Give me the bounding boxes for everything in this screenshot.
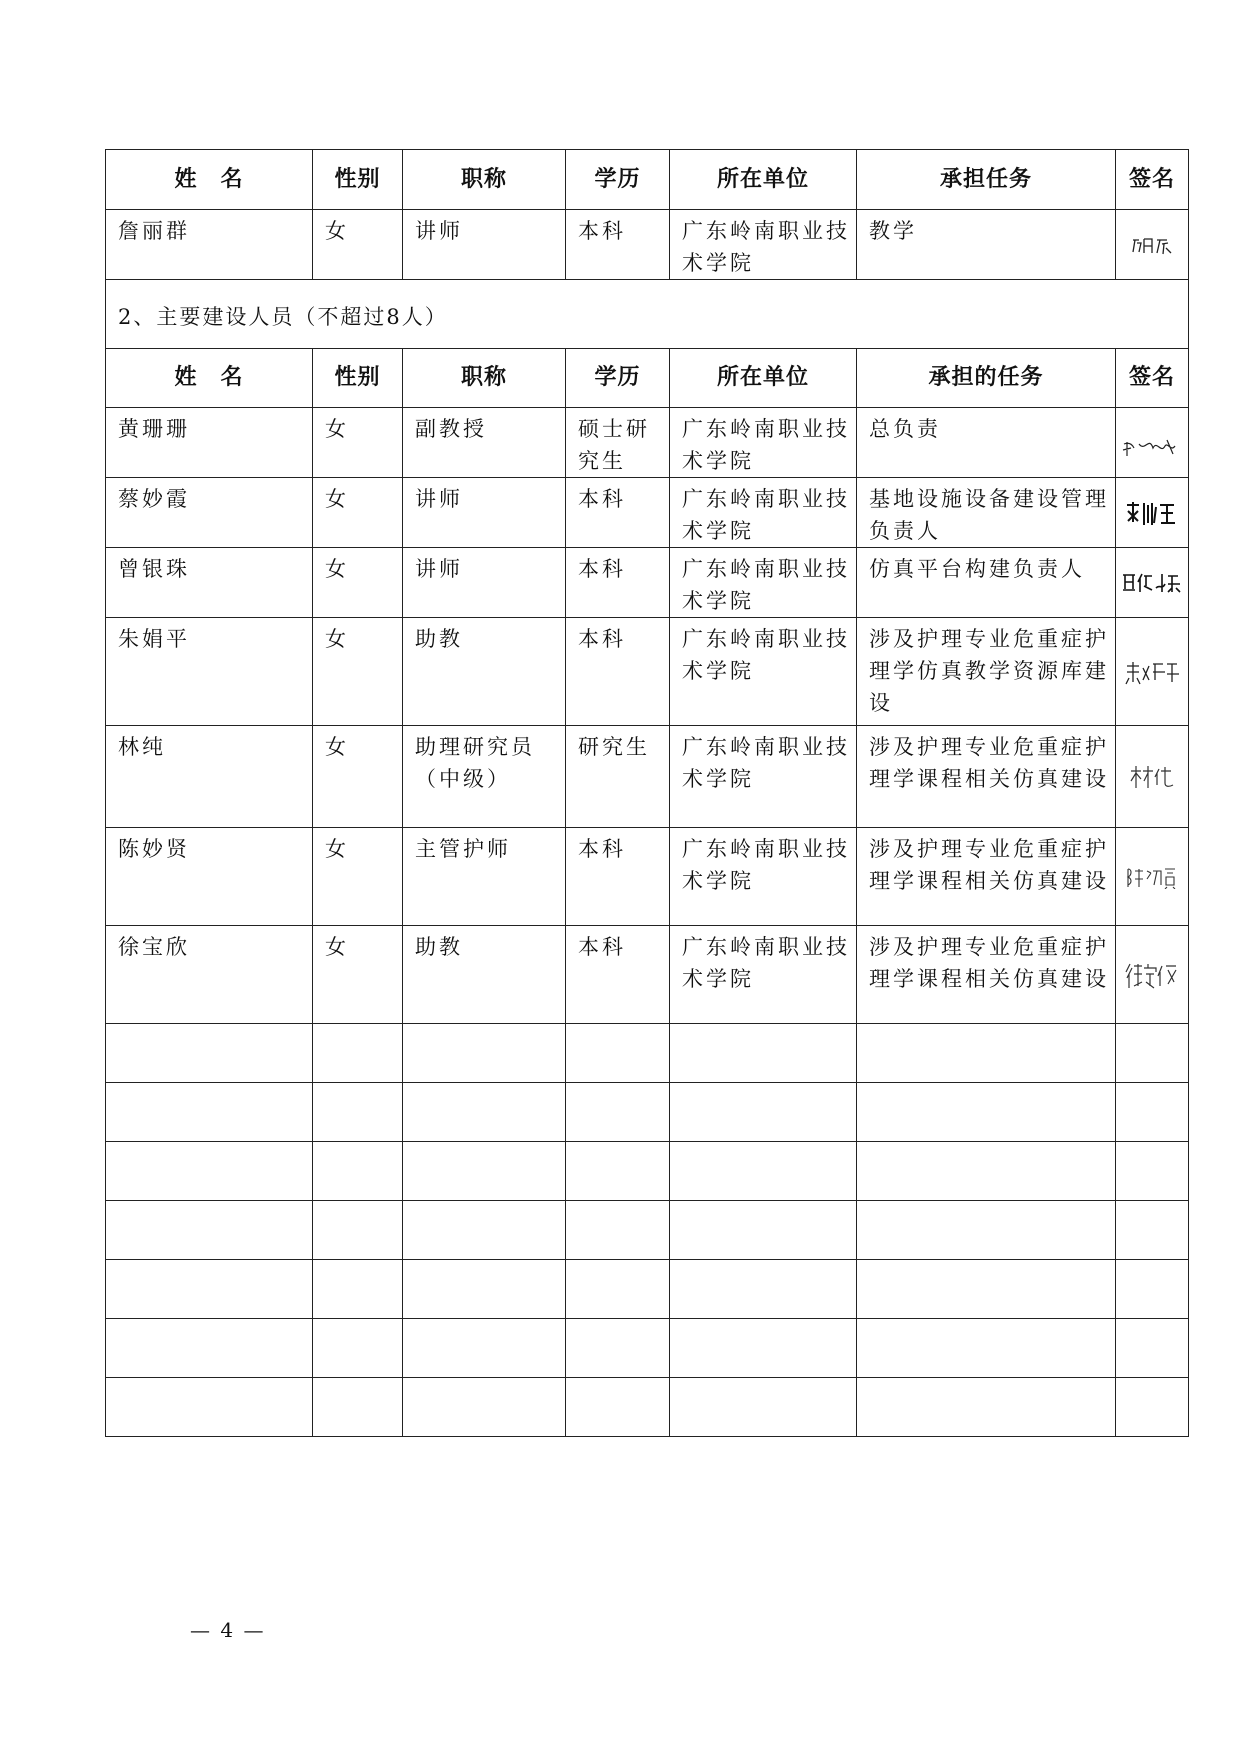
table1-header-row [106, 150, 1189, 210]
personnel-table [105, 149, 1189, 1437]
cell-name: 朱娟平 [106, 618, 313, 726]
handwritten-signature [1123, 658, 1181, 686]
header-gender: 性别 [313, 150, 403, 210]
cell-title: 讲师 [403, 210, 566, 280]
handwritten-signature [1124, 960, 1180, 990]
cell-education: 本科 [566, 618, 670, 726]
header-name: 姓 名 [106, 150, 313, 210]
header-name: 姓 名 [106, 349, 313, 408]
cell-gender: 女 [313, 618, 403, 726]
table-row [106, 726, 1189, 828]
cell-unit: 广东岭南职业技术学院 [670, 478, 857, 548]
signature-cell [1116, 726, 1189, 828]
signature-cell [1116, 548, 1189, 618]
signature-cell [1116, 210, 1189, 280]
cell-name: 詹丽群 [106, 210, 313, 280]
header-title: 职称 [403, 150, 566, 210]
cell-title: 助理研究员（中级） [403, 726, 566, 828]
header-education: 学历 [566, 150, 670, 210]
cell-gender: 女 [313, 926, 403, 1024]
cell-gender: 女 [313, 408, 403, 478]
cell-name: 黄珊珊 [106, 408, 313, 478]
handwritten-signature [1130, 234, 1174, 256]
empty-row [106, 1201, 1189, 1260]
cell-task: 涉及护理专业危重症护理学课程相关仿真建设 [857, 726, 1116, 828]
signature-cell [1116, 926, 1189, 1024]
signature-cell [1116, 618, 1189, 726]
empty-row [106, 1260, 1189, 1319]
cell-gender: 女 [313, 548, 403, 618]
cell-education: 本科 [566, 926, 670, 1024]
cell-education: 本科 [566, 478, 670, 548]
cell-title: 讲师 [403, 548, 566, 618]
cell-task: 涉及护理专业危重症护理学课程相关仿真建设 [857, 926, 1116, 1024]
table-row [106, 618, 1189, 726]
cell-task: 基地设施设备建设管理负责人 [857, 478, 1116, 548]
header-unit: 所在单位 [670, 349, 857, 408]
cell-title: 助教 [403, 926, 566, 1024]
signature-cell [1116, 408, 1189, 478]
handwritten-signature [1124, 499, 1180, 527]
header-task: 承担的任务 [857, 349, 1116, 408]
handwritten-signature [1125, 865, 1179, 889]
header-signature: 签名 [1116, 150, 1189, 210]
cell-title: 主管护师 [403, 828, 566, 926]
cell-title: 副教授 [403, 408, 566, 478]
cell-education: 硕士研究生 [566, 408, 670, 478]
header-title: 职称 [403, 349, 566, 408]
cell-task: 总负责 [857, 408, 1116, 478]
table-row [106, 210, 1189, 280]
handwritten-signature [1127, 763, 1177, 791]
cell-education: 研究生 [566, 726, 670, 828]
section-title-row [106, 280, 1189, 349]
cell-unit: 广东岭南职业技术学院 [670, 828, 857, 926]
header-unit: 所在单位 [670, 150, 857, 210]
header-education: 学历 [566, 349, 670, 408]
cell-unit: 广东岭南职业技术学院 [670, 726, 857, 828]
cell-task: 教学 [857, 210, 1116, 280]
table2-header-row [106, 349, 1189, 408]
table-row [106, 478, 1189, 548]
cell-task: 涉及护理专业危重症护理学仿真教学资源库建设 [857, 618, 1116, 726]
cell-gender: 女 [313, 828, 403, 926]
cell-unit: 广东岭南职业技术学院 [670, 548, 857, 618]
table-row [106, 548, 1189, 618]
page-number: — 4 — [190, 1618, 266, 1642]
cell-unit: 广东岭南职业技术学院 [670, 926, 857, 1024]
empty-row [106, 1142, 1189, 1201]
empty-row [106, 1024, 1189, 1083]
empty-row [106, 1378, 1189, 1437]
cell-name: 徐宝欣 [106, 926, 313, 1024]
cell-unit: 广东岭南职业技术学院 [670, 408, 857, 478]
header-task: 承担任务 [857, 150, 1116, 210]
header-gender: 性别 [313, 349, 403, 408]
table-row [106, 408, 1189, 478]
cell-title: 助教 [403, 618, 566, 726]
cell-title: 讲师 [403, 478, 566, 548]
cell-gender: 女 [313, 478, 403, 548]
cell-name: 曾银珠 [106, 548, 313, 618]
table-row [106, 828, 1189, 926]
cell-education: 本科 [566, 548, 670, 618]
handwritten-signature [1119, 428, 1185, 458]
cell-unit: 广东岭南职业技术学院 [670, 210, 857, 280]
signature-cell [1116, 828, 1189, 926]
cell-gender: 女 [313, 210, 403, 280]
signature-cell [1116, 478, 1189, 548]
empty-row [106, 1083, 1189, 1142]
cell-education: 本科 [566, 828, 670, 926]
cell-education: 本科 [566, 210, 670, 280]
cell-task: 仿真平台构建负责人 [857, 548, 1116, 618]
section-title: 2、主要建设人员（不超过8人） [106, 280, 1189, 349]
header-signature: 签名 [1116, 349, 1189, 408]
table-row [106, 926, 1189, 1024]
cell-name: 蔡妙霞 [106, 478, 313, 548]
cell-unit: 广东岭南职业技术学院 [670, 618, 857, 726]
cell-name: 陈妙贤 [106, 828, 313, 926]
empty-row [106, 1319, 1189, 1378]
cell-gender: 女 [313, 726, 403, 828]
cell-task: 涉及护理专业危重症护理学课程相关仿真建设 [857, 828, 1116, 926]
handwritten-signature [1120, 570, 1184, 596]
cell-name: 林纯 [106, 726, 313, 828]
